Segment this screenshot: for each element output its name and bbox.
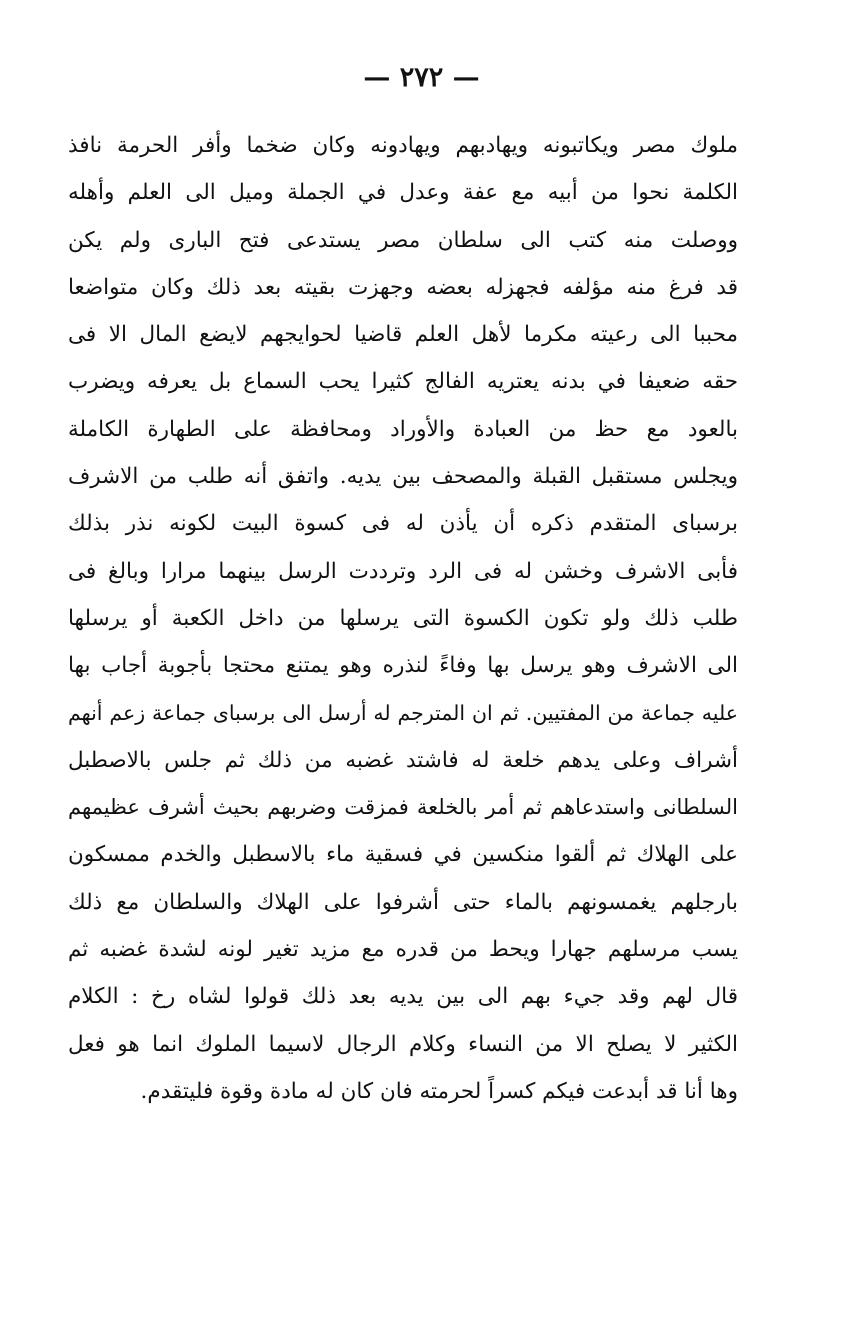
page-number: — ٢٧٢ — — [363, 62, 480, 93]
text-line: فأبى الاشرف وخشن له فى الرد وترددت الرسل بينهما مرارا وبالغ فى — [68, 558, 738, 584]
text-line: على الهلاك ثم ألقوا منكسين في فسقية ماء بالاسطبل والخدم ممسكون — [68, 842, 738, 868]
text-line: يسب مرسلهم جهارا ويحط من قدره مع مزيد تغير لونه لشدة غضبه ثم — [68, 937, 738, 963]
text-line: ملوك مصر ويكاتبونه ويهادبهم ويهادونه وكان ضخما وأفر الحرمة نافذ — [68, 133, 738, 158]
text-line: أشراف وعلى يدهم خلعة له فاشتد غضبه من ذلك ثم جلس بالاصطبل — [68, 747, 738, 773]
text-line: ووصلت منه كتب الى سلطان مصر يستدعى فتح البارى ولم يكن — [68, 227, 738, 253]
body-text — [68, 122, 738, 1115]
text-line: الكلمة نحوا من أبيه مع عفة وعدل في الجملة وميل الى العلم وأهله — [68, 180, 738, 206]
text-line: السلطانى واستدعاهم ثم أمر بالخلعة فمزقت وضربهم بحيث أشرف عظيمهم — [68, 795, 738, 820]
text-line: الى الاشرف وهو يرسل بها وفاءً لنذره وهو يمتنع محتجا بأجوبة أجاب بها — [68, 653, 738, 679]
text-line: بالعود مع حظ من العبادة والأوراد ومحافظة على الطهارة الكاملة — [68, 416, 738, 442]
text-line: الكثير لا يصلح الا من النساء وكلام الرجال لاسيما الملوك انما هو فعل — [68, 1031, 738, 1057]
text-line: وها أنا قد أبدعت فيكم كسراً لحرمته فان كان له مادة وقوة فليتقدم. — [140, 1078, 738, 1104]
text-line: محببا الى رعيته مكرما لأهل العلم قاضيا لحوايجهم لايضع المال الا فى — [68, 322, 738, 348]
text-line: برسباى المتقدم ذكره أن يأذن له فى كسوة البيت لكونه نذر بذلك — [68, 511, 738, 537]
text-line: طلب ذلك ولو تكون الكسوة التى يرسلها من داخل الكعبة أو يرسلها — [68, 605, 738, 631]
text-line: ويجلس مستقبل القبلة والمصحف بين يديه. واتفق أنه طلب من الاشرف — [68, 464, 738, 490]
text-line: حقه ضعيفا في بدنه يعتريه الفالج كثيرا يحب السماع بل يعرفه ويضرب — [68, 369, 738, 395]
text-line: عليه جماعة من المفتيين. ثم ان المترجم له أرسل الى برسباى جماعة زعم أنهم — [68, 700, 738, 725]
text-line: قال لهم وقد جيء بهم الى بين يديه بعد ذلك قولوا لشاه رخ : الكلام — [68, 984, 738, 1010]
text-line: قد فرغ منه مؤلفه فجهزله بعضه وجهزت بقيته بعد ذلك وكان متواضعا — [68, 274, 738, 300]
text-line: بارجلهم يغمسونهم بالماء حتى أشرفوا على الهلاك والسلطان مع ذلك — [68, 889, 738, 915]
